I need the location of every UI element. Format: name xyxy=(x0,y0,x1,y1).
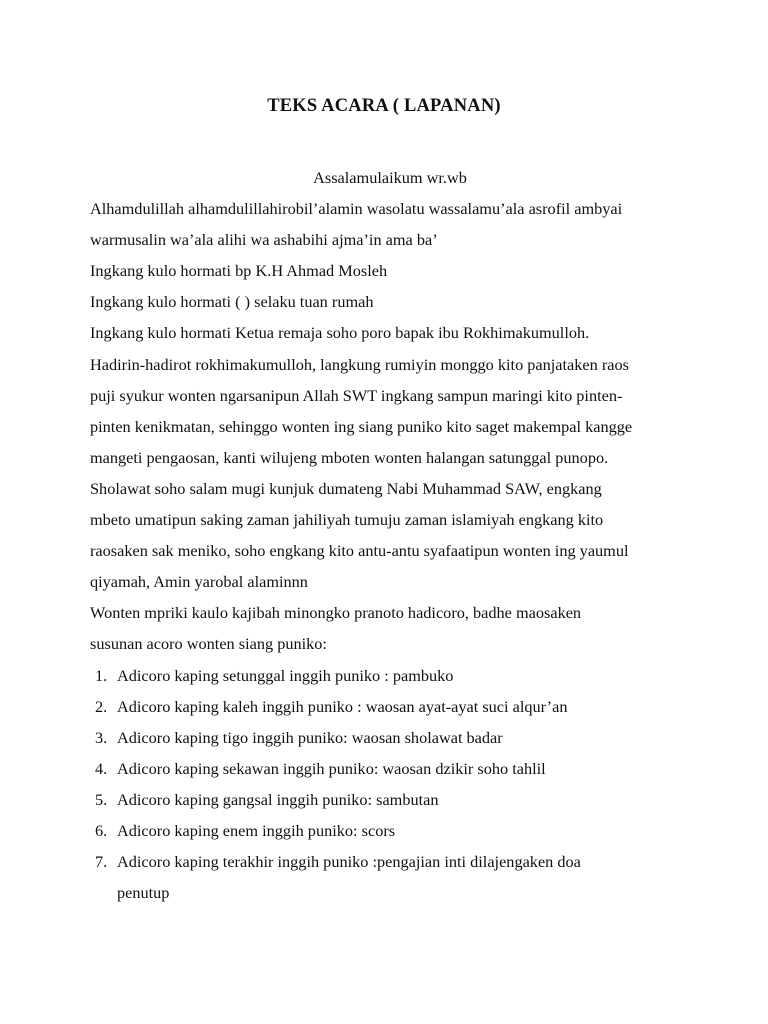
paragraph-line: Ingkang kulo hormati Ketua remaja soho poro bapak ibu Rokhimakumulloh. xyxy=(90,323,590,343)
agenda-item xyxy=(90,753,690,784)
agenda-item-number: 1. xyxy=(95,665,108,685)
document-body xyxy=(90,162,690,908)
paragraph-line: warmusalin wa’ala alihi wa ashabihi ajma’in ama ba’ xyxy=(90,230,438,250)
agenda-item xyxy=(90,722,690,753)
paragraph-line: pinten kenikmatan, sehinggo wonten ing siang puniko kito saget makempal kangge xyxy=(90,416,633,436)
greeting-line: Assalamulaikum wr.wb xyxy=(313,168,467,187)
opening-paragraph xyxy=(90,193,690,659)
paragraph-line: Hadirin-hadirot rokhimakumulloh, langkung rumiyin monggo kito panjataken raos xyxy=(90,354,629,374)
paragraph-line: Ingkang kulo hormati ( ) selaku tuan rumah xyxy=(90,292,374,312)
agenda-item-number: 7. xyxy=(95,852,108,872)
agenda-item-text: Adicoro kaping kaleh inggih puniko : waosan ayat-ayat suci alqur’an xyxy=(117,696,568,716)
agenda-item xyxy=(90,691,690,722)
agenda-item-text: Adicoro kaping sekawan inggih puniko: waosan dzikir soho tahlil xyxy=(117,758,546,778)
agenda-item-number: 3. xyxy=(95,727,108,747)
agenda-item-text: Adicoro kaping enem inggih puniko: scors xyxy=(117,820,396,840)
agenda-item-number: 6. xyxy=(95,820,108,840)
agenda-item-text: Adicoro kaping terakhir inggih puniko :pengajian inti dilajengaken doa xyxy=(117,852,581,872)
agenda-list xyxy=(90,660,690,909)
paragraph-line: mbeto umatipun saking zaman jahiliyah tumuju zaman islamiyah engkang kito xyxy=(90,510,604,530)
agenda-item xyxy=(90,660,690,691)
agenda-item-text: Adicoro kaping setunggal inggih puniko : pambuko xyxy=(117,665,454,685)
agenda-item xyxy=(90,846,690,908)
agenda-item-number: 5. xyxy=(95,789,108,809)
paragraph-line: Sholawat soho salam mugi kunjuk dumateng Nabi Muhammad SAW, engkang xyxy=(90,478,602,498)
paragraph-line: susunan acoro wonten siang puniko: xyxy=(90,634,327,654)
paragraph-line: Ingkang kulo hormati bp K.H Ahmad Mosleh xyxy=(90,261,388,281)
agenda-item xyxy=(90,784,690,815)
paragraph-line: raosaken sak meniko, soho engkang kito antu-antu syafaatipun wonten ing yaumul xyxy=(90,541,629,561)
paragraph-line: Wonten mpriki kaulo kajibah minongko pranoto hadicoro, badhe maosaken xyxy=(90,603,582,623)
agenda-item-number: 2. xyxy=(95,696,108,716)
agenda-item-text: Adicoro kaping gangsal inggih puniko: sambutan xyxy=(117,789,439,809)
document-title: TEKS ACARA ( LAPANAN) xyxy=(267,96,501,116)
agenda-item-text: Adicoro kaping tigo inggih puniko: waosan sholawat badar xyxy=(117,727,503,747)
paragraph-line: mangeti pengaosan, kanti wilujeng mboten wonten halangan satunggal punopo. xyxy=(90,447,609,467)
paragraph-line: qiyamah, Amin yarobal alaminnn xyxy=(90,572,308,592)
agenda-item-text: penutup xyxy=(117,883,170,903)
agenda-item xyxy=(90,815,690,846)
paragraph-line: Alhamdulillah alhamdulillahirobil’alamin wasolatu wassalamu’ala asrofil ambyai xyxy=(90,199,623,219)
paragraph-line: puji syukur wonten ngarsanipun Allah SWT ingkang sampun maringi kito pinten- xyxy=(90,385,623,405)
agenda-item-number: 4. xyxy=(95,758,108,778)
